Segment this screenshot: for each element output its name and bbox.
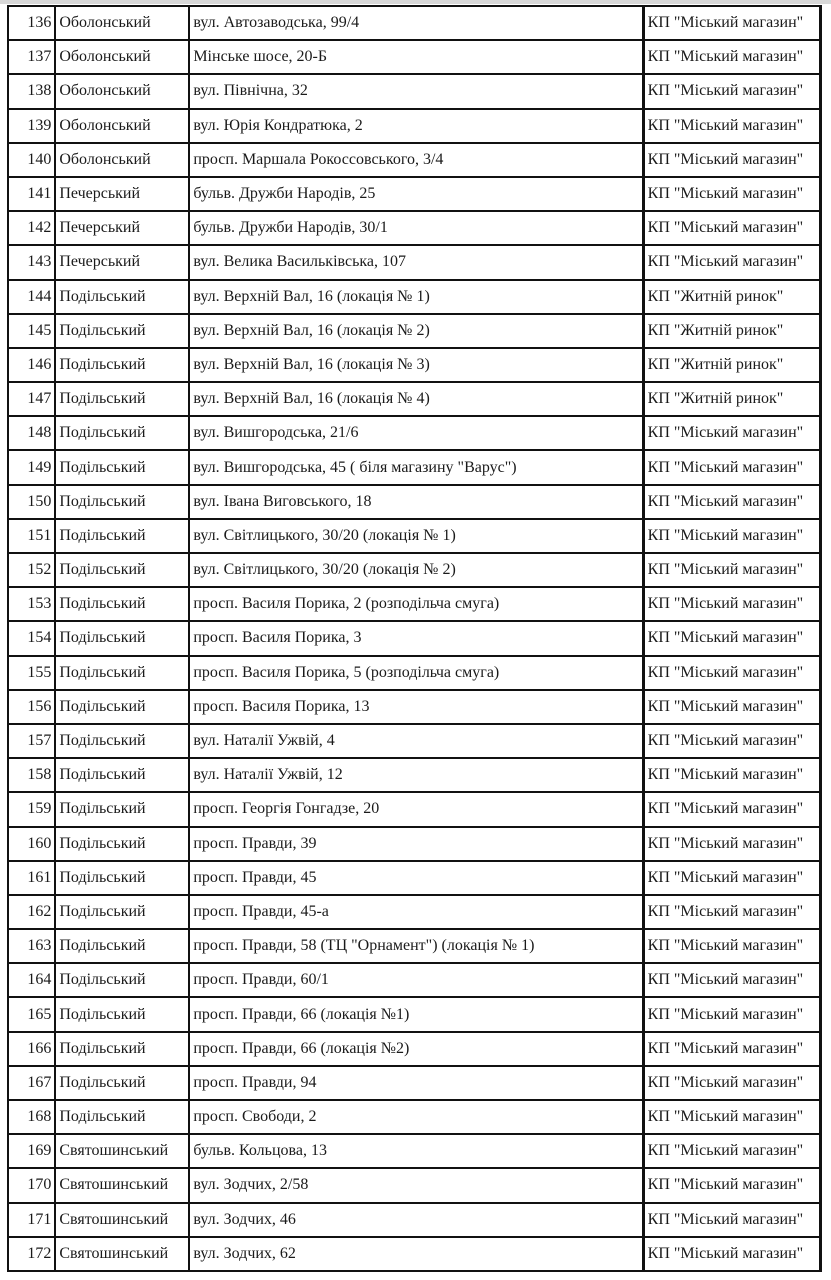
row-number: 166 [8,1032,55,1066]
organization-cell: КП "Міський магазин" [643,929,820,963]
row-number: 158 [8,758,55,792]
row-number: 137 [8,40,55,74]
district-cell: Оболонський [55,40,189,74]
table-row [8,143,821,177]
organization-cell: КП "Міський магазин" [643,1066,820,1100]
table-row [8,6,821,40]
table-row [8,382,821,416]
organization-cell: КП "Міський магазин" [643,758,820,792]
organization-cell: КП "Міський магазин" [643,724,820,758]
row-number: 136 [8,6,55,40]
table-row [8,621,821,655]
row-number: 142 [8,211,55,245]
row-number: 172 [8,1237,55,1271]
row-number: 141 [8,177,55,211]
row-number: 139 [8,109,55,143]
address-cell: вул. Вишгородська, 45 ( біля магазину "Варус") [189,450,643,484]
organization-cell: КП "Житній ринок" [643,314,820,348]
address-cell: вул. Наталії Ужвій, 12 [189,758,643,792]
table-row [8,348,821,382]
address-cell: вул. Наталії Ужвій, 4 [189,724,643,758]
table-row [8,519,821,553]
address-cell: вул. Автозаводська, 99/4 [189,6,643,40]
table-row [8,280,821,314]
district-cell: Печерський [55,211,189,245]
address-cell: вул. Верхній Вал, 16 (локація № 4) [189,382,643,416]
district-cell: Подільський [55,690,189,724]
district-cell: Святошинський [55,1134,189,1168]
table-row [8,211,821,245]
address-cell: вул. Світлицького, 30/20 (локація № 1) [189,519,643,553]
row-number: 167 [8,1066,55,1100]
organization-cell: КП "Житній ринок" [643,382,820,416]
organization-cell: КП "Міський магазин" [643,963,820,997]
table-row [8,1168,821,1202]
organization-cell: КП "Міський магазин" [643,553,820,587]
organization-cell: КП "Міський магазин" [643,109,820,143]
table-row [8,109,821,143]
address-cell: вул. Зодчих, 2/58 [189,1168,643,1202]
district-cell: Подільський [55,997,189,1031]
organization-cell: КП "Міський магазин" [643,1100,820,1134]
address-cell: вул. Верхній Вал, 16 (локація № 1) [189,280,643,314]
table-row [8,1134,821,1168]
row-number: 149 [8,450,55,484]
district-cell: Подільський [55,656,189,690]
address-cell: вул. Велика Васильківська, 107 [189,245,643,279]
row-number: 143 [8,245,55,279]
table-row [8,929,821,963]
address-cell: вул. Верхній Вал, 16 (локація № 2) [189,314,643,348]
row-number: 162 [8,895,55,929]
district-cell: Подільський [55,1066,189,1100]
address-cell: Мінське шосе, 20-Б [189,40,643,74]
table-row [8,690,821,724]
page-top-edge [0,0,831,4]
organization-cell: КП "Міський магазин" [643,1134,820,1168]
organization-cell: КП "Міський магазин" [643,450,820,484]
address-cell: вул. Зодчих, 46 [189,1203,643,1237]
district-cell: Святошинський [55,1203,189,1237]
row-number: 151 [8,519,55,553]
district-cell: Подільський [55,1100,189,1134]
organization-cell: КП "Міський магазин" [643,40,820,74]
address-cell: просп. Свободи, 2 [189,1100,643,1134]
address-cell: просп. Правди, 39 [189,827,643,861]
table-row [8,1100,821,1134]
row-number: 160 [8,827,55,861]
district-cell: Оболонський [55,74,189,108]
organization-cell: КП "Міський магазин" [643,861,820,895]
table-row [8,314,821,348]
organization-cell: КП "Міський магазин" [643,1237,820,1271]
organization-cell: КП "Міський магазин" [643,519,820,553]
table-row [8,587,821,621]
row-number: 146 [8,348,55,382]
address-cell: просп. Василя Порика, 13 [189,690,643,724]
address-cell: вул. Вишгородська, 21/6 [189,416,643,450]
address-cell: просп. Василя Порика, 3 [189,621,643,655]
organization-cell: КП "Міський магазин" [643,416,820,450]
table-row [8,1237,821,1271]
table-row [8,1203,821,1237]
locations-table [7,5,822,1272]
table-row [8,553,821,587]
district-cell: Подільський [55,587,189,621]
organization-cell: КП "Міський магазин" [643,6,820,40]
district-cell: Подільський [55,963,189,997]
table-row [8,74,821,108]
table-row [8,758,821,792]
row-number: 155 [8,656,55,690]
district-cell: Подільський [55,553,189,587]
district-cell: Подільський [55,861,189,895]
table-row [8,861,821,895]
table-row [8,245,821,279]
address-cell: вул. Юрія Кондратюка, 2 [189,109,643,143]
address-cell: бульв. Дружби Народів, 25 [189,177,643,211]
table-row [8,1066,821,1100]
row-number: 150 [8,485,55,519]
address-cell: просп. Георгія Гонгадзе, 20 [189,792,643,826]
district-cell: Подільський [55,348,189,382]
district-cell: Подільський [55,1032,189,1066]
organization-cell: КП "Міський магазин" [643,177,820,211]
row-number: 145 [8,314,55,348]
district-cell: Подільський [55,314,189,348]
district-cell: Печерський [55,177,189,211]
organization-cell: КП "Міський магазин" [643,143,820,177]
table-row [8,792,821,826]
address-cell: просп. Правди, 45-а [189,895,643,929]
organization-cell: КП "Міський магазин" [643,1032,820,1066]
district-cell: Подільський [55,724,189,758]
table-row [8,416,821,450]
row-number: 154 [8,621,55,655]
table-row [8,827,821,861]
row-number: 161 [8,861,55,895]
row-number: 148 [8,416,55,450]
organization-cell: КП "Міський магазин" [643,656,820,690]
district-cell: Подільський [55,450,189,484]
organization-cell: КП "Житній ринок" [643,280,820,314]
row-number: 171 [8,1203,55,1237]
table-row [8,1032,821,1066]
district-cell: Подільський [55,280,189,314]
table-row [8,963,821,997]
district-cell: Подільський [55,621,189,655]
organization-cell: КП "Міський магазин" [643,74,820,108]
district-cell: Оболонський [55,109,189,143]
address-cell: вул. Північна, 32 [189,74,643,108]
row-number: 165 [8,997,55,1031]
address-cell: просп. Правди, 58 (ТЦ "Орнамент") (локація № 1) [189,929,643,963]
organization-cell: КП "Міський магазин" [643,792,820,826]
address-cell: вул. Світлицького, 30/20 (локація № 2) [189,553,643,587]
row-number: 164 [8,963,55,997]
organization-cell: КП "Міський магазин" [643,1203,820,1237]
address-cell: вул. Івана Виговського, 18 [189,485,643,519]
organization-cell: КП "Міський магазин" [643,587,820,621]
table-row [8,656,821,690]
organization-cell: КП "Міський магазин" [643,1168,820,1202]
district-cell: Подільський [55,519,189,553]
organization-cell: КП "Міський магазин" [643,827,820,861]
address-cell: просп. Правди, 66 (локація №1) [189,997,643,1031]
organization-cell: КП "Міський магазин" [643,245,820,279]
table-row [8,895,821,929]
organization-cell: КП "Міський магазин" [643,690,820,724]
district-cell: Подільський [55,792,189,826]
address-cell: просп. Правди, 60/1 [189,963,643,997]
organization-cell: КП "Міський магазин" [643,997,820,1031]
address-cell: вул. Зодчих, 62 [189,1237,643,1271]
address-cell: просп. Маршала Рокоссовського, 3/4 [189,143,643,177]
row-number: 140 [8,143,55,177]
row-number: 169 [8,1134,55,1168]
table-row [8,450,821,484]
row-number: 168 [8,1100,55,1134]
district-cell: Оболонський [55,143,189,177]
district-cell: Подільський [55,485,189,519]
address-cell: просп. Правди, 94 [189,1066,643,1100]
row-number: 159 [8,792,55,826]
row-number: 156 [8,690,55,724]
organization-cell: КП "Житній ринок" [643,348,820,382]
organization-cell: КП "Міський магазин" [643,485,820,519]
organization-cell: КП "Міський магазин" [643,621,820,655]
row-number: 138 [8,74,55,108]
row-number: 170 [8,1168,55,1202]
district-cell: Святошинський [55,1168,189,1202]
table-row [8,40,821,74]
row-number: 163 [8,929,55,963]
row-number: 153 [8,587,55,621]
district-cell: Подільський [55,758,189,792]
table-row [8,177,821,211]
row-number: 147 [8,382,55,416]
address-cell: бульв. Кольцова, 13 [189,1134,643,1168]
organization-cell: КП "Міський магазин" [643,895,820,929]
row-number: 157 [8,724,55,758]
district-cell: Печерський [55,245,189,279]
district-cell: Подільський [55,827,189,861]
table-row [8,724,821,758]
district-cell: Подільський [55,895,189,929]
address-cell: просп. Василя Порика, 2 (розподільча смуга) [189,587,643,621]
district-cell: Подільський [55,416,189,450]
district-cell: Подільський [55,929,189,963]
organization-cell: КП "Міський магазин" [643,211,820,245]
address-cell: бульв. Дружби Народів, 30/1 [189,211,643,245]
address-cell: просп. Василя Порика, 5 (розподільча смуга) [189,656,643,690]
address-cell: вул. Верхній Вал, 16 (локація № 3) [189,348,643,382]
row-number: 144 [8,280,55,314]
table-body [8,6,821,1271]
district-cell: Оболонський [55,6,189,40]
table-row [8,485,821,519]
district-cell: Святошинський [55,1237,189,1271]
row-number: 152 [8,553,55,587]
table-row [8,997,821,1031]
address-cell: просп. Правди, 45 [189,861,643,895]
address-cell: просп. Правди, 66 (локація №2) [189,1032,643,1066]
district-cell: Подільський [55,382,189,416]
